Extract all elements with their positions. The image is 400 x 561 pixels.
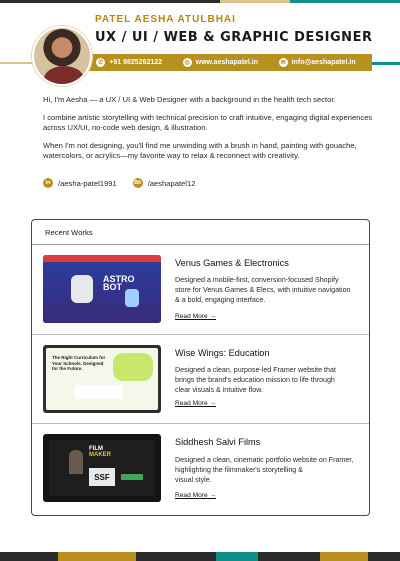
web-icon: ◎ — [184, 60, 190, 66]
linkedin-text: /aesha-patel1991 — [58, 178, 117, 188]
behance-link[interactable] — [133, 178, 196, 188]
desc-line: Designed a clean, cinematic portfolio website on Framer, — [175, 456, 354, 464]
venus-thumb-text-1: ASTRO — [103, 274, 135, 284]
divider — [32, 244, 369, 245]
recent-works-title: Recent Works — [45, 228, 93, 237]
contact-bar — [80, 54, 372, 71]
desc-line: & a bold, engaging interface. — [175, 296, 266, 304]
work-desc-wisewings — [175, 365, 355, 395]
desc-line: visual style. — [175, 476, 212, 484]
read-more-label: Read More — [175, 400, 208, 407]
wisewings-thumbnail[interactable] — [43, 345, 161, 413]
venus-thumb-text-2: BOT — [103, 282, 122, 292]
avatar — [32, 26, 92, 86]
arrow-right-icon: → — [209, 400, 217, 407]
arrow-right-icon: → — [209, 313, 217, 320]
siddhesh-thumb-text-3: SSF — [89, 468, 115, 486]
bio — [43, 95, 373, 169]
desc-line: brings the brand's education mission to life through — [175, 376, 335, 384]
contact-phone[interactable] — [96, 58, 162, 67]
mail-icon: ✉ — [280, 60, 286, 66]
read-more-venus[interactable] — [175, 313, 216, 320]
footer-accent-bar — [0, 552, 400, 561]
work-title-siddhesh: Siddhesh Salvi Films — [175, 437, 261, 447]
linkedin-link[interactable] — [43, 178, 117, 188]
desc-line: store for Venus Games & Elecs, with intuitive navigation — [175, 286, 351, 294]
desc-line: clear visuals & intuitive flow. — [175, 386, 263, 394]
siddhesh-thumb-text-1: FILM — [89, 446, 103, 452]
phone-text: +91 9825262122 — [109, 59, 163, 66]
arrow-right-icon: → — [209, 492, 217, 499]
bio-paragraph-1: Hi, I'm Aesha — a UX / UI & Web Designer with a background in the health tech sector. — [43, 95, 336, 104]
contact-email[interactable] — [279, 58, 356, 67]
desc-line: Designed a clean, purpose-led Framer website that — [175, 366, 336, 374]
siddhesh-thumb-text-2: MAKER — [89, 452, 111, 458]
recent-works-panel — [31, 219, 370, 516]
desc-line: Designed a mobile-first, conversion-focused Shopify — [175, 276, 339, 284]
person-role: UX / UI / WEB & GRAPHIC DESIGNER — [95, 30, 373, 45]
contact-website[interactable] — [183, 58, 258, 67]
divider — [32, 334, 369, 335]
bio-paragraph-2: I combine artistic storytelling with technical precision to craft intuitive, engaging digital experiences across UX/UI, no-code web design, & illustration. — [43, 112, 373, 132]
social-links — [43, 178, 195, 188]
behance-text: /aeshapatel12 — [147, 178, 196, 188]
work-desc-siddhesh — [175, 455, 355, 485]
wisewings-thumb-text-2: Your Schools. Designed — [52, 360, 104, 366]
website-text: www.aeshapatel.in — [195, 59, 259, 66]
top-accent-bar — [0, 0, 400, 3]
work-title-venus: Venus Games & Electronics — [175, 258, 289, 268]
venus-thumbnail[interactable] — [43, 255, 161, 323]
siddhesh-thumbnail[interactable] — [43, 434, 161, 502]
linkedin-icon: in — [43, 178, 53, 188]
read-more-label: Read More — [175, 492, 208, 499]
email-text: info@aeshapatel.in — [291, 59, 356, 66]
phone-icon: ✆ — [98, 60, 104, 66]
wisewings-thumb-text-1: The Right Curriculum for — [52, 355, 106, 360]
wisewings-thumb-text-3: for the Future. — [52, 366, 83, 371]
work-desc-venus — [175, 275, 355, 305]
behance-icon: Bē — [134, 180, 142, 186]
read-more-siddhesh[interactable] — [175, 492, 216, 499]
read-more-label: Read More — [175, 313, 208, 320]
bio-paragraph-3: When I'm not designing, you'll find me unwinding with a brush in hand, painting with gouache, watercolors, or acrylics—my favorite way to relax & reconnect with creativity. — [43, 140, 357, 160]
person-name: PATEL AESHA ATULBHAI — [95, 14, 236, 25]
work-title-wisewings: Wise Wings: Education — [175, 348, 270, 358]
read-more-wisewings[interactable] — [175, 400, 216, 407]
divider — [32, 423, 369, 424]
contact-bar-accent-right — [372, 62, 400, 65]
desc-line: highlighting the filmmaker's storytelling & — [175, 466, 303, 474]
